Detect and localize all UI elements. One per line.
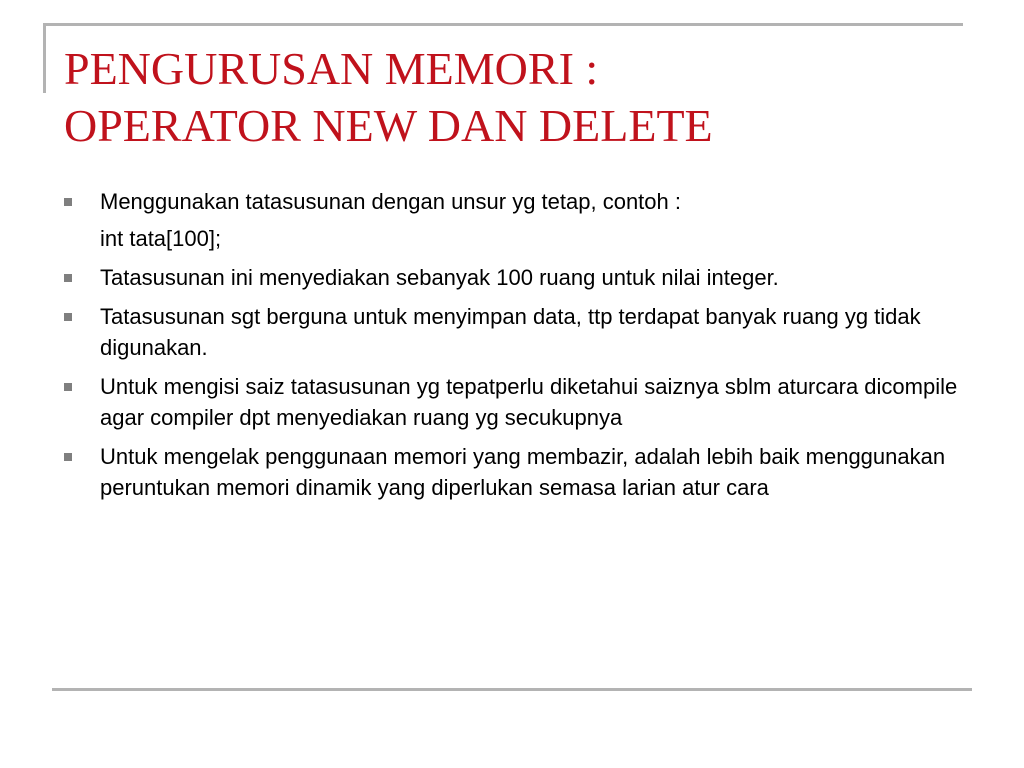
bullet-item-3 — [62, 301, 972, 363]
code-example-text: int tata[100]; — [100, 226, 222, 251]
bottom-frame-line — [52, 688, 972, 691]
square-bullet-icon — [64, 453, 72, 461]
bullet-text-3: Tatasusunan sgt berguna untuk menyimpan data, ttp terdapat banyak ruang yg tidak digunakan. — [100, 304, 921, 360]
code-line-item — [62, 223, 972, 254]
bullet-text-2: Tatasusunan ini menyediakan sebanyak 100 ruang untuk nilai integer. — [100, 265, 779, 290]
bullet-item-2 — [62, 262, 972, 293]
top-frame-line — [43, 23, 963, 26]
slide-title-line-2: OPERATOR NEW DAN DELETE — [64, 100, 713, 151]
square-bullet-icon — [64, 198, 72, 206]
slide-title — [64, 40, 964, 154]
square-bullet-icon — [64, 313, 72, 321]
bullet-text-1: Menggunakan tatasusunan dengan unsur yg tetap, contoh : — [100, 189, 681, 214]
square-bullet-icon — [64, 383, 72, 391]
left-frame-line — [43, 23, 46, 93]
bullet-list — [62, 186, 972, 511]
bullet-text-5: Untuk mengelak penggunaan memori yang membazir, adalah lebih baik menggunakan peruntukan memori dinamik yang diperlukan semasa larian atur cara — [100, 444, 946, 500]
bullet-item-1 — [62, 186, 972, 217]
slide-title-line-1: PENGURUSAN MEMORI : — [64, 43, 599, 94]
bullet-item-4 — [62, 371, 972, 433]
bullet-text-4: Untuk mengisi saiz tatasusunan yg tepatperlu diketahui saiznya sblm aturcara dicompile agar compiler dpt menyediakan ruang yg secukupnya — [100, 374, 958, 430]
square-bullet-icon — [64, 274, 72, 282]
bullet-item-5 — [62, 441, 972, 503]
